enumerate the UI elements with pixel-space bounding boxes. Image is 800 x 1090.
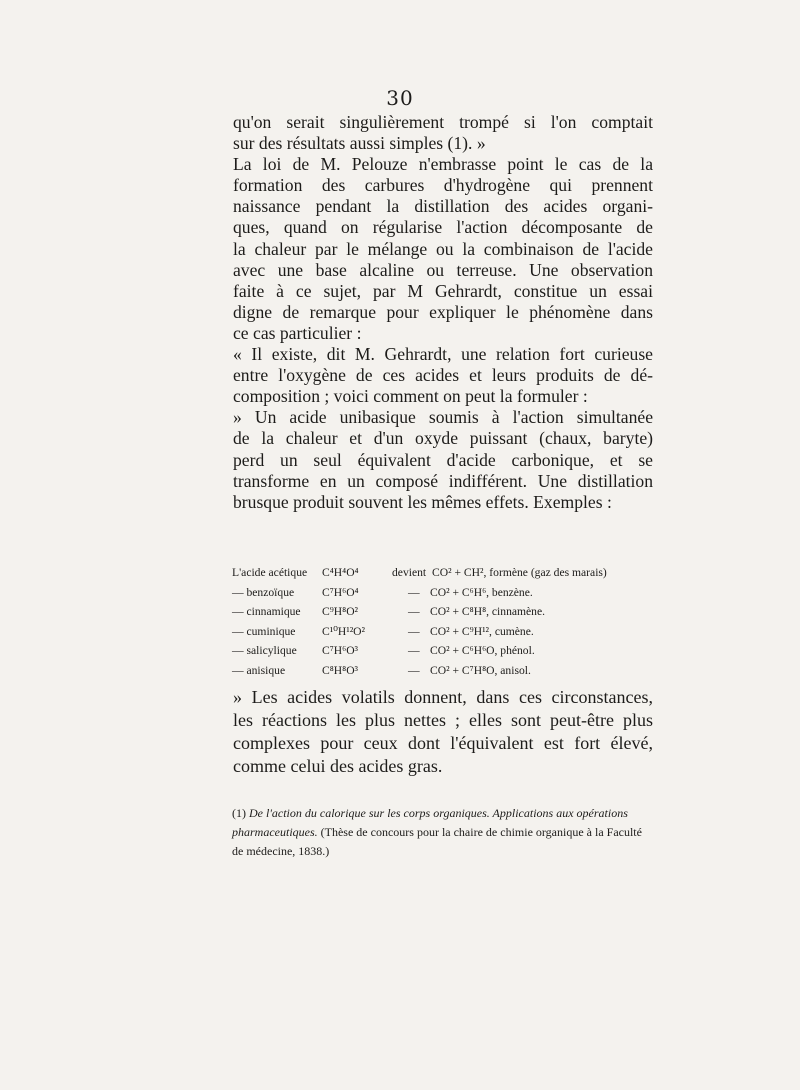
table-row — [232, 583, 657, 603]
reaction-product: CO² + C⁶H⁶, benzène. — [430, 585, 533, 599]
text-line: formation des carbures d'hydrogène qui prennent — [233, 175, 653, 196]
reaction-product: CO² + C⁸H⁸, cinnamène. — [430, 605, 546, 619]
row-separator: — — [408, 624, 420, 638]
table-row — [232, 563, 657, 583]
acid-name: — benzoïque — [232, 585, 295, 599]
body-paragraph — [233, 112, 653, 513]
acid-formula: C⁷H⁶O⁴ — [322, 585, 359, 599]
acid-name: L'acide acétique — [232, 566, 308, 579]
footnote-title: De l'action du calorique sur les corps organiques. Applications aux opérations pharmaceutiques. — [232, 806, 628, 839]
footnote — [232, 804, 656, 861]
text-line: » Un acide unibasique soumis à l'action simultanée — [233, 407, 653, 428]
acid-formula: C¹⁰H¹²O² — [322, 624, 366, 638]
text-line: comme celui des acides gras. — [233, 756, 443, 776]
reaction-product: CO² + C⁷H⁸O, anisol. — [430, 663, 531, 677]
row-separator: — — [408, 663, 420, 677]
text-line: transforme en un composé indifférent. Une distillation — [233, 470, 653, 491]
text-line: perd un seul équivalent d'acide carbonique, et se — [233, 449, 653, 470]
acid-name: — cuminique — [232, 624, 296, 638]
table-row — [232, 602, 657, 622]
acid-formula: C⁹H⁸O² — [322, 605, 359, 619]
footnote-detail: (Thèse de concours pour la chaire de chimie organique à la Faculté de médecine, 1838.) — [232, 825, 642, 858]
row-separator: — — [408, 644, 420, 658]
acid-formula: C⁷H⁶O³ — [322, 644, 359, 658]
row-separator: devient — [392, 566, 427, 579]
text-line: naissance pendant la distillation des acides organi- — [233, 196, 653, 217]
table-row — [232, 641, 657, 661]
reaction-product: CO² + C⁶H⁶O, phénol. — [430, 644, 535, 658]
text-line: complexes pour ceux dont l'équivalent est fort élevé, — [233, 733, 653, 753]
table-row — [232, 622, 657, 642]
text-line: qu'on serait singulièrement trompé si l'on comptait — [233, 112, 653, 132]
reaction-product: CO² + CH², formène (gaz des marais) — [432, 566, 607, 579]
row-separator: — — [408, 585, 420, 599]
text-line: composition ; voici comment on peut la formuler : — [233, 386, 588, 407]
text-line: ce cas particulier : — [233, 322, 362, 343]
text-line: sur des résultats aussi simples (1). » — [233, 133, 486, 154]
text-line: de la chaleur et d'un oxyde puissant (chaux, baryte) — [233, 428, 653, 449]
closing-paragraph — [233, 686, 653, 778]
text-line: les réactions les plus nettes ; elles sont peut-être plus — [233, 710, 653, 730]
text-line: faite à ce sujet, par M Gehrardt, constitue un essai — [233, 280, 653, 301]
acid-name: — salicylique — [232, 644, 297, 658]
text-line: ques, quand on régularise l'action décomposante de — [233, 217, 653, 238]
row-separator: — — [408, 605, 420, 619]
text-line: « Il existe, dit M. Gehrardt, une relation fort curieuse — [233, 344, 653, 365]
text-line: avec une base alcaline ou terreuse. Une observation — [233, 259, 653, 280]
text-line: La loi de M. Pelouze n'embrasse point le cas de la — [233, 154, 653, 175]
page-number: 30 — [386, 86, 414, 110]
acid-formula: C⁸H⁸O³ — [322, 663, 359, 677]
text-line: digne de remarque pour expliquer le phénomène dans — [233, 301, 653, 322]
text-line: brusque produit souvent les mêmes effets. Exemples : — [233, 491, 612, 512]
text-line: la chaleur par le mélange ou la combinaison de l'acide — [233, 238, 653, 259]
footnote-marker: (1) — [232, 806, 246, 820]
decomposition-table — [232, 563, 657, 681]
acid-formula: C⁴H⁴O⁴ — [322, 566, 359, 579]
acid-name: — cinnamique — [232, 605, 301, 619]
reaction-product: CO² + C⁹H¹², cumène. — [430, 624, 534, 638]
text-line: » Les acides volatils donnent, dans ces circonstances, — [233, 687, 653, 707]
table-row — [232, 661, 657, 681]
acid-name: — anisique — [232, 663, 286, 677]
text-line: entre l'oxygène de ces acides et leurs produits de dé- — [233, 365, 653, 386]
